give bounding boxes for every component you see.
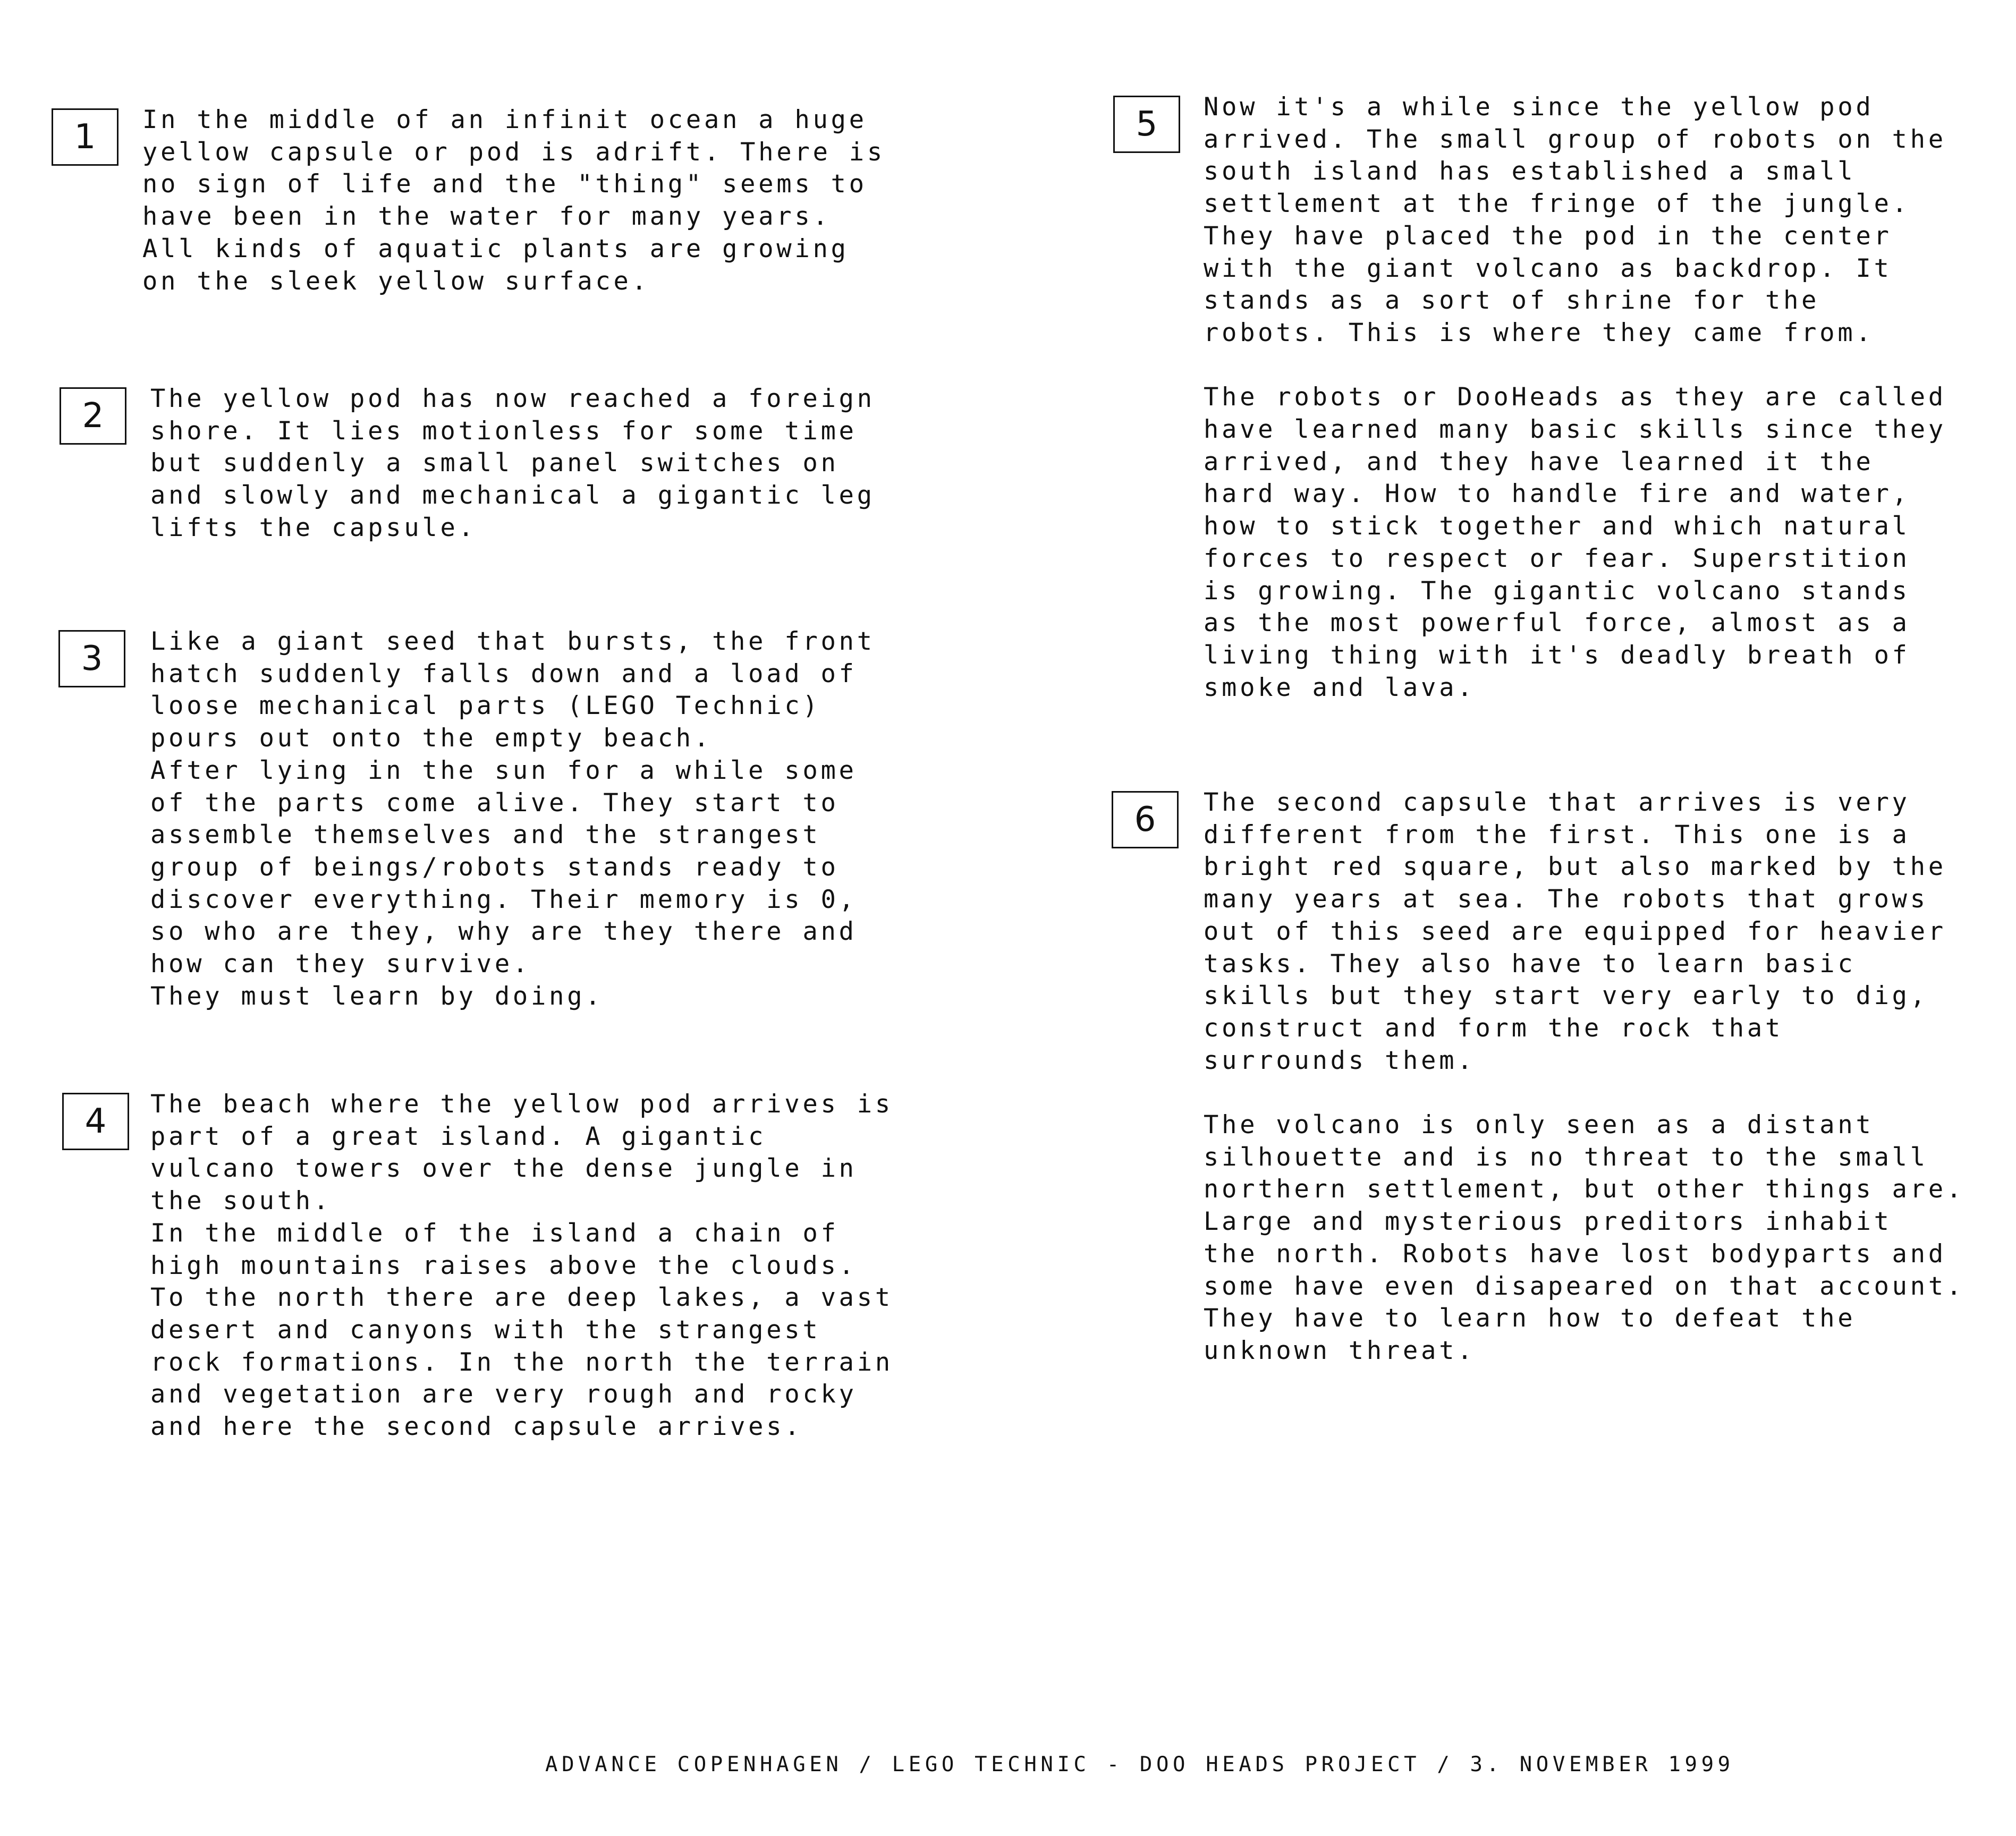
section-number-box: 6 <box>1112 791 1179 848</box>
section-text: Like a giant seed that bursts, the front hatch suddenly falls down and a load of loose mechanical parts (LEGO Technic) pours out onto the empty beach. After lying in the sun for a while some of the parts come alive. They start to assemble themselves and the strangest group of beings/robots stands ready to discover everything. Their memory is 0, so who are they, why are they there and how can they survive. They must learn by doing. <box>150 627 875 1011</box>
section-number-box: 2 <box>60 387 126 445</box>
section-number-box: 4 <box>62 1093 129 1150</box>
section-number-box: 5 <box>1113 96 1180 153</box>
section-text: The beach where the yellow pod arrives is part of a great island. A gigantic vulcano towers over the dense jungle in the south. In the middle of the island a chain of high mountains raises above the clouds. To the north there are deep lakes, a vast desert and canyons with the strangest rock formations. In the north the terrain and vegetation are very rough and rocky and here the second capsule arrives. <box>150 1090 893 1442</box>
section-text: The second capsule that arrives is very different from the first. This one is a bright red square, but also marked by the many years at sea. The robots that grows out of this seed are equipped for heavier tasks. They also have to learn basic skills but they start very early to dig, construct and form the rock that surrounds them. The volcano is only seen as a distant silhouette and is no threat to the small northern settlement, but other things are. Large and mysterious preditors inhabit the north. Robots have lost bodyparts and some have even disapeared on that account. They have to learn how to defeat the unknown threat. <box>1204 788 1965 1365</box>
section-text: Now it's a while since the yellow pod arrived. The small group of robots on the south island has established a small settlement at the fringe of the jungle. They have placed the pod in the center with the giant volcano as backdrop. It stands as a sort of shrine for the robots. This is where they came from. The robots or DooHeads as they are called have learned many basic skills since they arrived, and they have learned it the hard way. How to handle fire and water, how to stick together and which natural forces to respect or fear. Superstition is growing. The gigantic volcano stands as the most powerful force, almost as a living thing with it's deadly breath of smoke and lava. <box>1204 92 1946 702</box>
section-number-box: 3 <box>58 630 125 687</box>
section-number-box: 1 <box>52 108 118 166</box>
footer-credit: ADVANCE COPENHAGEN / LEGO TECHNIC - DOO HEADS PROJECT / 3. NOVEMBER 1999 <box>545 1753 1734 1776</box>
section-text: In the middle of an infinit ocean a huge yellow capsule or pod is adrift. There is no sign of life and the "thing" seems to have been in the water for many years. All kinds of aquatic plants are growing on the sleek yellow surface. <box>142 105 885 296</box>
section-text: The yellow pod has now reached a foreign shore. It lies motionless for some time but suddenly a small panel switches on and slowly and mechanical a gigantic leg lifts the capsule. <box>150 384 875 542</box>
